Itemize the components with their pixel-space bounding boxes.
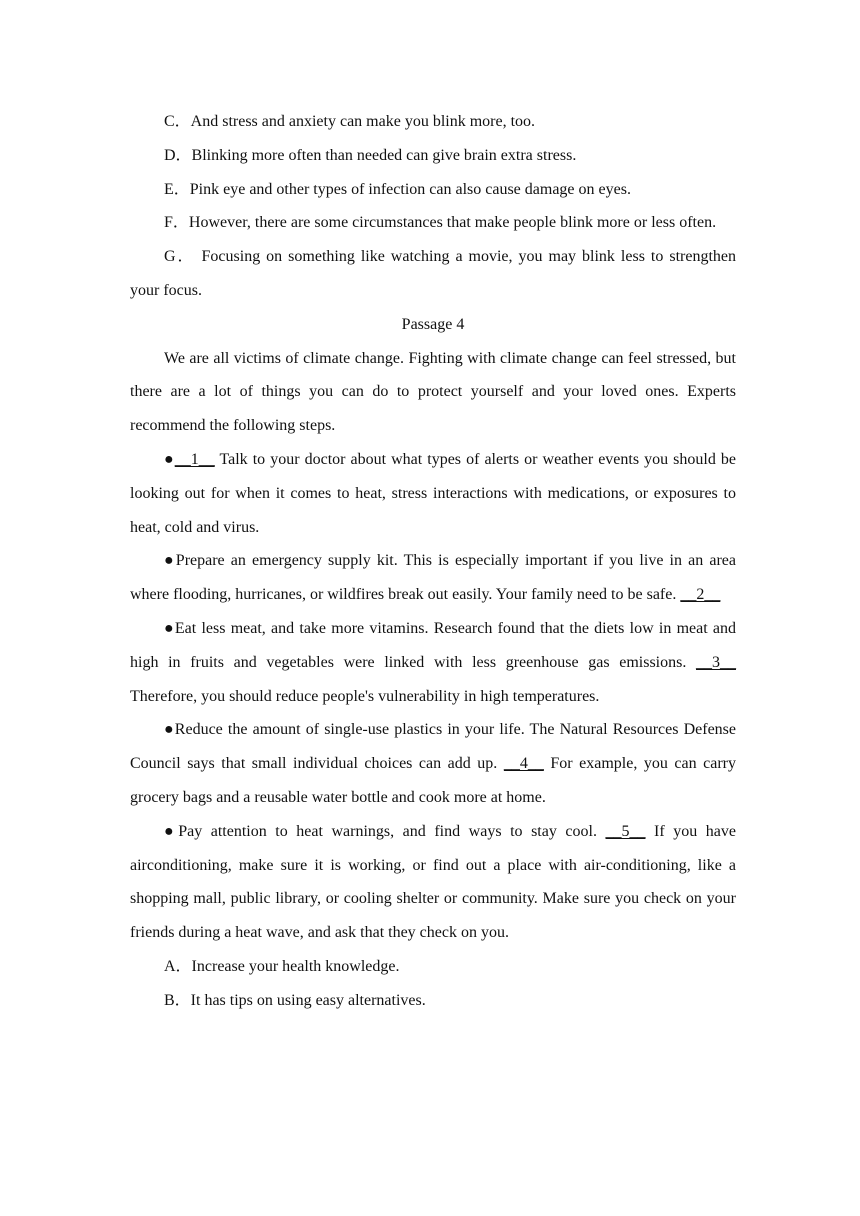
bullet-2 (130, 544, 736, 612)
bullet-3-pre: ●Eat less meat, and take more vitamins. Research found that the diets low in meat and high in fruits and vegetables were linked with less greenhouse gas emissions. (130, 619, 736, 671)
bullet-1-pre: ● (164, 450, 175, 468)
bullet-5 (130, 815, 736, 950)
bullet-3 (130, 612, 736, 713)
bullet-5-pre: ●Pay attention to heat warnings, and find ways to stay cool. (164, 822, 606, 840)
blank-3: __3__ (696, 653, 736, 671)
option-e: E．Pink eye and other types of infection can also cause damage on eyes. (164, 180, 631, 198)
bullet-4-pre: ●Reduce the amount of single-use plastics in your life. The Natural Resources Defense Council says that small individual choices can add up. (130, 721, 736, 773)
bullet-1 (130, 443, 736, 544)
passage-title: Passage 4 (401, 315, 465, 333)
bullet-3-post: Therefore, you should reduce people's vulnerability in high temperatures. (130, 687, 600, 705)
passage-intro: We are all victims of climate change. Fighting with climate change can feel stressed, but there are a lot of things you can do to protect yourself and your loved ones. Experts recommend the following steps. (130, 349, 736, 435)
bullet-2-pre: ●Prepare an emergency supply kit. This is especially important if you live in an area where flooding, hurricanes, or wildfires break out easily. Your family need to be safe. (130, 552, 736, 604)
bullet-4-post: For example, you can carry grocery bags and a reusable water bottle and cook more at home. (130, 755, 736, 806)
blank-2: __2__ (680, 586, 721, 604)
bullet-1-post: Talk to your doctor about what types of alerts or weather events you should be looking out for when it comes to heat, stress interactions with medications, or exposures to heat, cold and virus. (130, 450, 736, 536)
blank-4: __4__ (503, 755, 544, 773)
option-g: G． Focusing on something like watching a movie, you may blink less to strengthen your focus. (130, 248, 737, 299)
document-page (130, 105, 736, 1018)
option-c: C．And stress and anxiety can make you blink more, too. (164, 113, 536, 130)
option-a: A．Increase your health knowledge. (164, 957, 400, 975)
option-b: B．It has tips on using easy alternatives. (164, 991, 426, 1009)
option-d: D．Blinking more often than needed can give brain extra stress. (164, 146, 577, 164)
bullet-5-post: If you have airconditioning, make sure it is working, or find out a place with air-conditioning, like a shopping mall, public library, or cooling shelter or community. Make sure you check on your friends during a heat wave, and ask that they check on you. (130, 822, 737, 942)
bullet-4 (130, 713, 736, 814)
blank-1: __1__ (174, 450, 215, 468)
option-f: F．However, there are some circumstances that make people blink more or less often. (164, 214, 717, 232)
blank-5: __5__ (605, 822, 646, 840)
